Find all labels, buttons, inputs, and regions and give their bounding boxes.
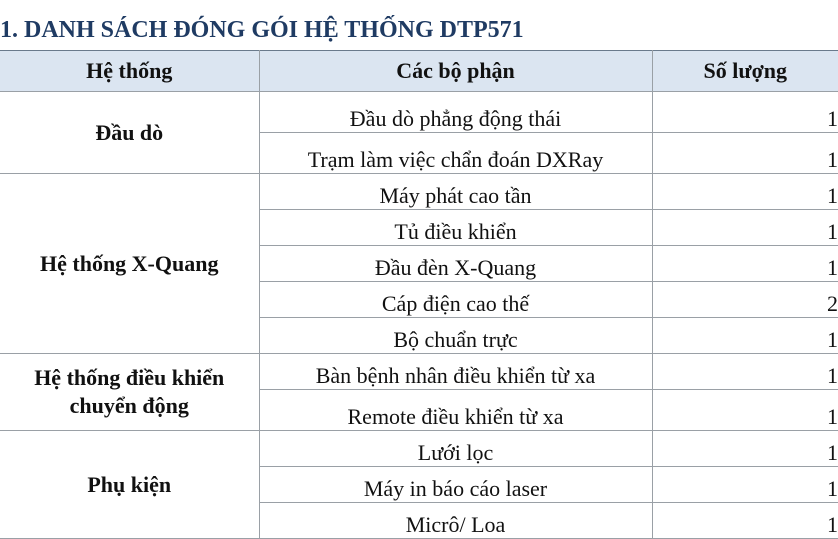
system-cell: Hệ thống điều khiển chuyển động (0, 354, 259, 431)
part-cell: Máy in báo cáo laser (259, 467, 652, 503)
table-row (0, 92, 838, 133)
qty-cell: 1 (652, 467, 838, 503)
header-part: Các bộ phận (259, 51, 652, 92)
qty-cell: 1 (652, 246, 838, 282)
document-title: 1. DANH SÁCH ĐÓNG GÓI HỆ THỐNG DTP571 (0, 17, 524, 43)
part-cell: Bộ chuẩn trực (259, 318, 652, 354)
header-system: Hệ thống (0, 51, 259, 92)
part-cell: Cáp điện cao thế (259, 282, 652, 318)
table-header-row (0, 51, 838, 92)
qty-cell: 1 (652, 503, 838, 539)
packing-list-table (0, 50, 838, 539)
table-row (0, 431, 838, 467)
qty-cell: 1 (652, 431, 838, 467)
part-cell: Remote điều khiển từ xa (259, 390, 652, 431)
qty-cell: 1 (652, 133, 838, 174)
qty-cell: 1 (652, 390, 838, 431)
qty-cell: 1 (652, 174, 838, 210)
part-cell: Đầu đèn X-Quang (259, 246, 652, 282)
part-cell: Micrô/ Loa (259, 503, 652, 539)
part-cell: Bàn bệnh nhân điều khiển từ xa (259, 354, 652, 390)
qty-cell: 1 (652, 318, 838, 354)
system-cell: Đầu dò (0, 92, 259, 174)
part-cell: Máy phát cao tần (259, 174, 652, 210)
header-qty: Số lượng (652, 51, 838, 92)
qty-cell: 2 (652, 282, 838, 318)
table-row (0, 354, 838, 390)
table-row (0, 174, 838, 210)
qty-cell: 1 (652, 354, 838, 390)
part-cell: Tủ điều khiển (259, 210, 652, 246)
system-cell: Hệ thống X-Quang (0, 174, 259, 354)
qty-cell: 1 (652, 92, 838, 133)
qty-cell: 1 (652, 210, 838, 246)
part-cell: Đầu dò phẳng động thái (259, 92, 652, 133)
system-cell: Phụ kiện (0, 431, 259, 539)
part-cell: Trạm làm việc chẩn đoán DXRay (259, 133, 652, 174)
part-cell: Lưới lọc (259, 431, 652, 467)
